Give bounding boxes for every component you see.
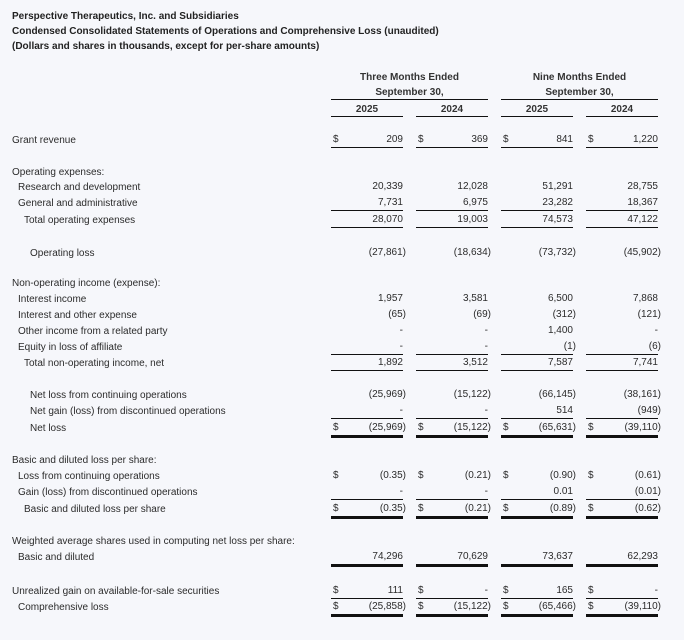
- cell-value: 1,957: [377, 293, 403, 304]
- value-cell: [586, 584, 658, 599]
- value-cell: [331, 485, 403, 500]
- cell-value: 19,003: [457, 214, 488, 225]
- value-cell: [586, 388, 661, 402]
- cell-value: 514: [556, 405, 573, 416]
- value-cell: [586, 356, 658, 371]
- value-cell: [501, 133, 573, 148]
- cell-value: 369: [471, 134, 488, 145]
- cell-value: -: [484, 325, 488, 336]
- value-cell: [331, 356, 403, 371]
- section-header: [0, 455, 684, 469]
- year-divider: [416, 116, 488, 117]
- row-label: Non-operating income (expense):: [12, 278, 161, 289]
- row-label: Other income from a related party: [18, 326, 168, 337]
- value-cell: [416, 584, 488, 599]
- year-header: 2025: [525, 104, 549, 115]
- value-cell: [331, 502, 406, 519]
- statement-title: Condensed Consolidated Statements of Operations and Comprehensive Loss (unaudited): [12, 26, 439, 37]
- table-row: [0, 602, 684, 616]
- cell-value: 28,755: [627, 181, 658, 192]
- cell-value: -: [654, 585, 658, 596]
- cell-value: -: [399, 405, 403, 416]
- nine-months-period: September 30,: [545, 87, 614, 98]
- table-row: [0, 198, 684, 212]
- value-cell: [501, 246, 576, 260]
- row-label: Operating loss: [30, 248, 95, 259]
- row-label: Unrealized gain on available-for-sale securities: [12, 586, 220, 597]
- cell-value: (1): [563, 341, 576, 352]
- row-label: Operating expenses:: [12, 167, 105, 178]
- table-row: [0, 406, 684, 420]
- value-cell: [416, 308, 491, 322]
- row-label: Total operating expenses: [24, 215, 136, 226]
- value-cell: [501, 600, 576, 617]
- cell-value: (0.21): [464, 470, 491, 481]
- value-cell: [501, 324, 573, 338]
- value-cell: [586, 133, 658, 148]
- cell-value: (949): [637, 405, 661, 416]
- value-cell: [416, 340, 488, 355]
- cell-value: 51,291: [542, 181, 573, 192]
- value-cell: [416, 180, 488, 194]
- cell-value: (15,122): [453, 601, 491, 612]
- cell-value: 73,637: [542, 551, 573, 562]
- row-label: Gain (loss) from discontinued operations: [18, 487, 198, 498]
- value-cell: [586, 213, 658, 228]
- value-cell: [586, 324, 658, 338]
- currency-symbol: $: [333, 601, 339, 612]
- value-cell: [331, 292, 403, 306]
- table-row: [0, 215, 684, 229]
- cell-value: 841: [556, 134, 573, 145]
- value-cell: [586, 485, 661, 500]
- year-header: 2024: [610, 104, 634, 115]
- value-cell: [331, 388, 406, 402]
- cell-value: 7,741: [632, 357, 658, 368]
- currency-symbol: $: [503, 601, 509, 612]
- value-cell: [416, 600, 491, 617]
- value-cell: [501, 388, 576, 402]
- value-cell: [586, 404, 661, 419]
- value-cell: [331, 133, 403, 148]
- header-divider: [501, 99, 658, 100]
- row-label: Grant revenue: [12, 135, 76, 146]
- row-label: Total non-operating income, net: [24, 358, 165, 369]
- value-cell: [331, 180, 403, 194]
- currency-symbol: $: [418, 422, 424, 433]
- cell-value: (0.61): [634, 470, 661, 481]
- cell-value: 1,220: [632, 134, 658, 145]
- cell-value: 62,293: [627, 551, 658, 562]
- currency-symbol: $: [333, 470, 339, 481]
- row-label: Basic and diluted loss per share:: [12, 455, 157, 466]
- cell-value: (18,634): [453, 247, 491, 258]
- table-row: [0, 182, 684, 196]
- cell-value: 18,367: [627, 197, 658, 208]
- value-cell: [331, 550, 403, 567]
- cell-value: 7,868: [632, 293, 658, 304]
- units-note: (Dollars and shares in thousands, except for per-share amounts): [12, 41, 320, 52]
- cell-value: -: [654, 325, 658, 336]
- table-row: [0, 471, 684, 485]
- nine-months-header: Nine Months Ended: [532, 72, 627, 83]
- value-cell: [416, 502, 491, 519]
- value-cell: [331, 213, 403, 228]
- cell-value: 3,581: [462, 293, 488, 304]
- value-cell: [331, 246, 406, 260]
- value-cell: [416, 133, 488, 148]
- cell-value: (15,122): [453, 422, 491, 433]
- value-cell: [501, 213, 573, 228]
- value-cell: [586, 308, 661, 322]
- table-row: [0, 310, 684, 324]
- row-label: Equity in loss of affiliate: [18, 342, 123, 353]
- cell-value: 0.01: [553, 486, 573, 497]
- value-cell: [501, 421, 576, 438]
- cell-value: 7,731: [377, 197, 403, 208]
- cell-value: (312): [552, 309, 576, 320]
- value-cell: [416, 469, 491, 483]
- value-cell: [501, 196, 573, 211]
- cell-value: (25,858): [368, 601, 406, 612]
- currency-symbol: $: [503, 134, 509, 145]
- currency-symbol: $: [333, 503, 339, 514]
- year-divider: [331, 116, 403, 117]
- row-label: Net loss from continuing operations: [30, 390, 187, 401]
- table-row: [0, 487, 684, 501]
- table-row: [0, 423, 684, 437]
- cell-value: (45,902): [623, 247, 661, 258]
- table-row: [0, 552, 684, 566]
- table-row: [0, 248, 684, 262]
- cell-value: (38,161): [623, 389, 661, 400]
- value-cell: [416, 485, 488, 500]
- year-divider: [501, 116, 573, 117]
- value-cell: [501, 584, 573, 599]
- value-cell: [501, 550, 573, 567]
- cell-value: 12,028: [457, 181, 488, 192]
- cell-value: 111: [387, 585, 403, 596]
- currency-symbol: $: [588, 503, 594, 514]
- cell-value: 6,500: [547, 293, 573, 304]
- row-label: Research and development: [18, 182, 141, 193]
- cell-value: 3,512: [462, 357, 488, 368]
- cell-value: (15,122): [453, 389, 491, 400]
- currency-symbol: $: [333, 585, 339, 596]
- cell-value: (0.62): [634, 503, 661, 514]
- value-cell: [331, 584, 403, 599]
- table-row: [0, 504, 684, 518]
- row-label: Basic and diluted loss per share: [24, 504, 166, 515]
- table-row: [0, 294, 684, 308]
- value-cell: [416, 404, 488, 419]
- cell-value: (0.01): [634, 486, 661, 497]
- cell-value: (39,110): [624, 601, 661, 612]
- row-label: Comprehensive loss: [18, 602, 109, 613]
- currency-symbol: $: [503, 503, 509, 514]
- cell-value: (0.21): [464, 503, 491, 514]
- value-cell: [586, 292, 658, 306]
- cell-value: 23,282: [542, 197, 573, 208]
- three-months-period: September 30,: [375, 87, 444, 98]
- currency-symbol: $: [588, 422, 594, 433]
- value-cell: [501, 180, 573, 194]
- currency-symbol: $: [333, 134, 339, 145]
- value-cell: [586, 550, 658, 567]
- row-label: Net loss: [30, 423, 67, 434]
- cell-value: (65,631): [538, 422, 576, 433]
- value-cell: [586, 180, 658, 194]
- value-cell: [586, 340, 661, 355]
- cell-value: (39,110): [624, 422, 661, 433]
- row-label: General and administrative: [18, 198, 138, 209]
- cell-value: (27,861): [368, 247, 406, 258]
- table-row: [0, 358, 684, 372]
- currency-symbol: $: [588, 585, 594, 596]
- cell-value: 70,629: [457, 551, 488, 562]
- cell-value: (121): [637, 309, 661, 320]
- value-cell: [416, 196, 488, 211]
- cell-value: (66,145): [538, 389, 576, 400]
- currency-symbol: $: [588, 134, 594, 145]
- row-label: Loss from continuing operations: [18, 471, 160, 482]
- cell-value: (0.35): [379, 470, 406, 481]
- cell-value: 1,892: [377, 357, 403, 368]
- value-cell: [331, 340, 403, 355]
- three-months-header: Three Months Ended: [360, 72, 459, 83]
- cell-value: 209: [386, 134, 403, 145]
- row-label: Basic and diluted: [18, 552, 95, 563]
- value-cell: [331, 404, 403, 419]
- value-cell: [501, 308, 576, 322]
- cell-value: 7,587: [547, 357, 573, 368]
- cell-value: (0.90): [549, 470, 576, 481]
- cell-value: (0.89): [549, 503, 576, 514]
- value-cell: [501, 404, 573, 419]
- value-cell: [416, 292, 488, 306]
- value-cell: [331, 469, 406, 483]
- value-cell: [416, 324, 488, 338]
- year-header: 2024: [440, 104, 464, 115]
- currency-symbol: $: [588, 470, 594, 481]
- currency-symbol: $: [333, 422, 339, 433]
- value-cell: [586, 196, 658, 211]
- value-cell: [501, 485, 573, 500]
- table-row: [0, 390, 684, 404]
- value-cell: [586, 600, 661, 617]
- row-label: Interest and other expense: [18, 310, 137, 321]
- cell-value: 1,400: [547, 325, 573, 336]
- value-cell: [416, 213, 488, 228]
- company-name: Perspective Therapeutics, Inc. and Subsidiaries: [12, 11, 239, 22]
- cell-value: 47,122: [627, 214, 658, 225]
- table-row: [0, 342, 684, 356]
- cell-value: (65): [388, 309, 406, 320]
- value-cell: [586, 469, 661, 483]
- currency-symbol: $: [588, 601, 594, 612]
- table-row: [0, 586, 684, 600]
- cell-value: -: [484, 341, 488, 352]
- row-label: Weighted average shares used in computing net loss per share:: [12, 536, 295, 547]
- cell-value: (69): [473, 309, 491, 320]
- cell-value: 74,573: [542, 214, 573, 225]
- value-cell: [331, 308, 406, 322]
- section-header: [0, 536, 684, 550]
- cell-value: (6): [648, 341, 661, 352]
- cell-value: -: [399, 486, 403, 497]
- value-cell: [501, 292, 573, 306]
- currency-symbol: $: [503, 422, 509, 433]
- cell-value: 74,296: [372, 551, 403, 562]
- section-header: [0, 167, 684, 181]
- currency-symbol: $: [418, 470, 424, 481]
- currency-symbol: $: [418, 134, 424, 145]
- section-header: [0, 278, 684, 292]
- cell-value: (25,969): [368, 422, 406, 433]
- cell-value: 6,975: [462, 197, 488, 208]
- currency-symbol: $: [503, 470, 509, 481]
- cell-value: -: [399, 325, 403, 336]
- currency-symbol: $: [503, 585, 509, 596]
- cell-value: -: [484, 405, 488, 416]
- value-cell: [586, 246, 661, 260]
- cell-value: (73,732): [538, 247, 576, 258]
- value-cell: [586, 502, 661, 519]
- value-cell: [331, 421, 406, 438]
- value-cell: [416, 421, 491, 438]
- value-cell: [331, 324, 403, 338]
- cell-value: 28,070: [372, 214, 403, 225]
- value-cell: [416, 550, 488, 567]
- value-cell: [416, 388, 491, 402]
- value-cell: [331, 196, 403, 211]
- cell-value: 165: [556, 585, 573, 596]
- cell-value: -: [484, 486, 488, 497]
- value-cell: [501, 340, 576, 355]
- cell-value: (65,466): [538, 601, 576, 612]
- year-header: 2025: [355, 104, 379, 115]
- value-cell: [331, 600, 406, 617]
- value-cell: [416, 356, 488, 371]
- value-cell: [501, 469, 576, 483]
- table-row: [0, 326, 684, 340]
- value-cell: [586, 421, 661, 438]
- row-label: Net gain (loss) from discontinued operations: [30, 406, 226, 417]
- cell-value: -: [484, 585, 488, 596]
- value-cell: [416, 246, 491, 260]
- cell-value: -: [399, 341, 403, 352]
- header-divider: [331, 99, 488, 100]
- cell-value: (0.35): [379, 503, 406, 514]
- cell-value: 20,339: [372, 181, 403, 192]
- currency-symbol: $: [418, 503, 424, 514]
- row-label: Interest income: [18, 294, 87, 305]
- year-divider: [586, 116, 658, 117]
- currency-symbol: $: [418, 601, 424, 612]
- value-cell: [501, 356, 573, 371]
- cell-value: (25,969): [368, 389, 406, 400]
- table-row: [0, 135, 684, 149]
- currency-symbol: $: [418, 585, 424, 596]
- value-cell: [501, 502, 576, 519]
